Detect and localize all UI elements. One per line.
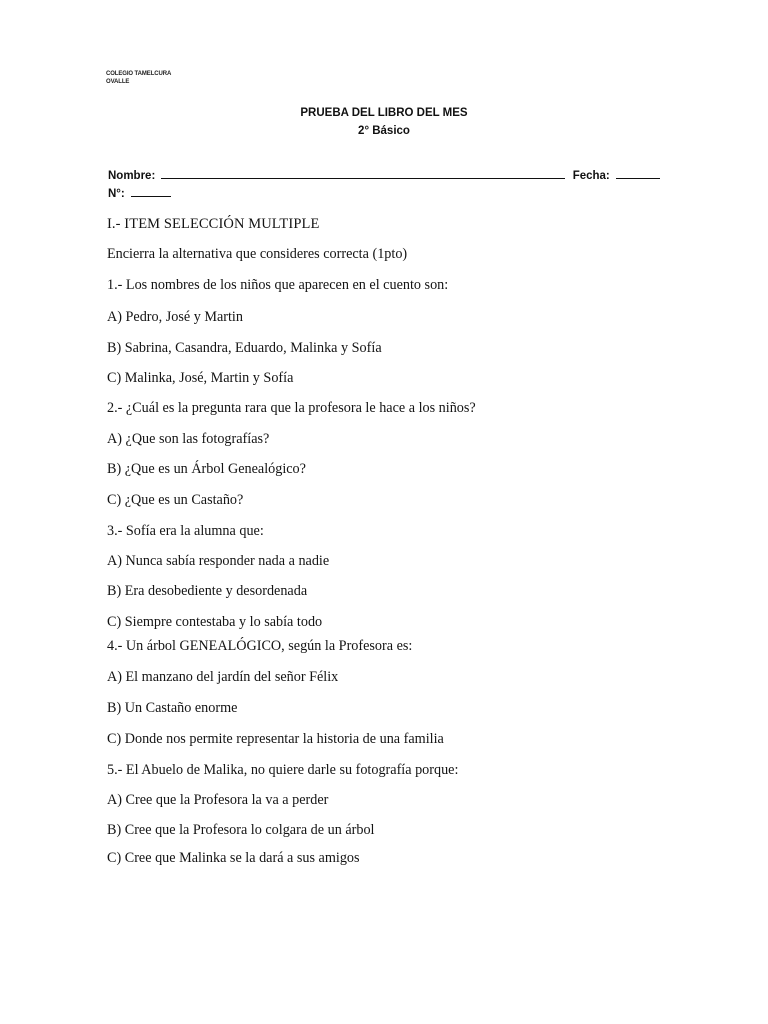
test-title: PRUEBA DEL LIBRO DEL MES: [300, 107, 468, 119]
question-1-option-a[interactable]: A) Pedro, José y Martin: [107, 309, 243, 325]
question-1-option-b[interactable]: B) Sabrina, Casandra, Eduardo, Malinka y Sofía: [107, 340, 382, 356]
date-label: Fecha:: [572, 170, 610, 182]
number-blank[interactable]: [131, 186, 171, 197]
school-name-line2: OVALLE: [106, 79, 130, 85]
name-label: Nombre:: [108, 170, 156, 182]
name-blank[interactable]: [161, 168, 565, 179]
test-grade: 2° Básico: [358, 125, 410, 137]
question-2-option-c[interactable]: C) ¿Que es un Castaño?: [107, 492, 244, 508]
question-4-option-b[interactable]: B) Un Castaño enorme: [107, 700, 238, 716]
question-3-option-c[interactable]: C) Siempre contestaba y lo sabía todo: [107, 614, 323, 630]
question-4-option-a[interactable]: A) El manzano del jardín del señor Félix: [107, 669, 339, 685]
question-2: 2.- ¿Cuál es la pregunta rara que la profesora le hace a los niños?: [107, 400, 476, 416]
question-5: 5.- El Abuelo de Malika, no quiere darle su fotografía porque:: [107, 762, 459, 778]
question-5-option-c[interactable]: C) Cree que Malinka se la dará a sus amigos: [107, 850, 360, 866]
school-name: [106, 70, 171, 86]
test-title-block: [0, 104, 768, 140]
question-4: 4.- Un árbol GENEALÓGICO, según la Profesora es:: [107, 638, 413, 654]
question-5-option-a[interactable]: A) Cree que la Profesora la va a perder: [107, 792, 329, 808]
question-4-option-c[interactable]: C) Donde nos permite representar la historia de una familia: [107, 731, 444, 747]
question-1-option-c[interactable]: C) Malinka, José, Martin y Sofía: [107, 370, 294, 386]
question-5-option-b[interactable]: B) Cree que la Profesora lo colgara de un árbol: [107, 822, 375, 838]
number-label: N°:: [108, 188, 125, 200]
number-row: [108, 186, 171, 200]
section-title: I.- ITEM SELECCIÓN MULTIPLE: [107, 216, 320, 232]
question-3-option-a[interactable]: A) Nunca sabía responder nada a nadie: [107, 553, 330, 569]
date-blank[interactable]: [616, 168, 660, 179]
question-1: 1.- Los nombres de los niños que aparecen en el cuento son:: [107, 277, 449, 293]
name-date-row: [108, 168, 660, 182]
question-3-option-b[interactable]: B) Era desobediente y desordenada: [107, 583, 308, 599]
question-2-option-b[interactable]: B) ¿Que es un Árbol Genealógico?: [107, 461, 306, 477]
school-name-line1: COLEGIO TAMELCURA: [106, 71, 172, 77]
question-2-option-a[interactable]: A) ¿Que son las fotografías?: [107, 431, 270, 447]
section-instruction: Encierra la alternativa que consideres correcta (1pto): [107, 246, 408, 262]
question-3: 3.- Sofía era la alumna que:: [107, 523, 264, 539]
